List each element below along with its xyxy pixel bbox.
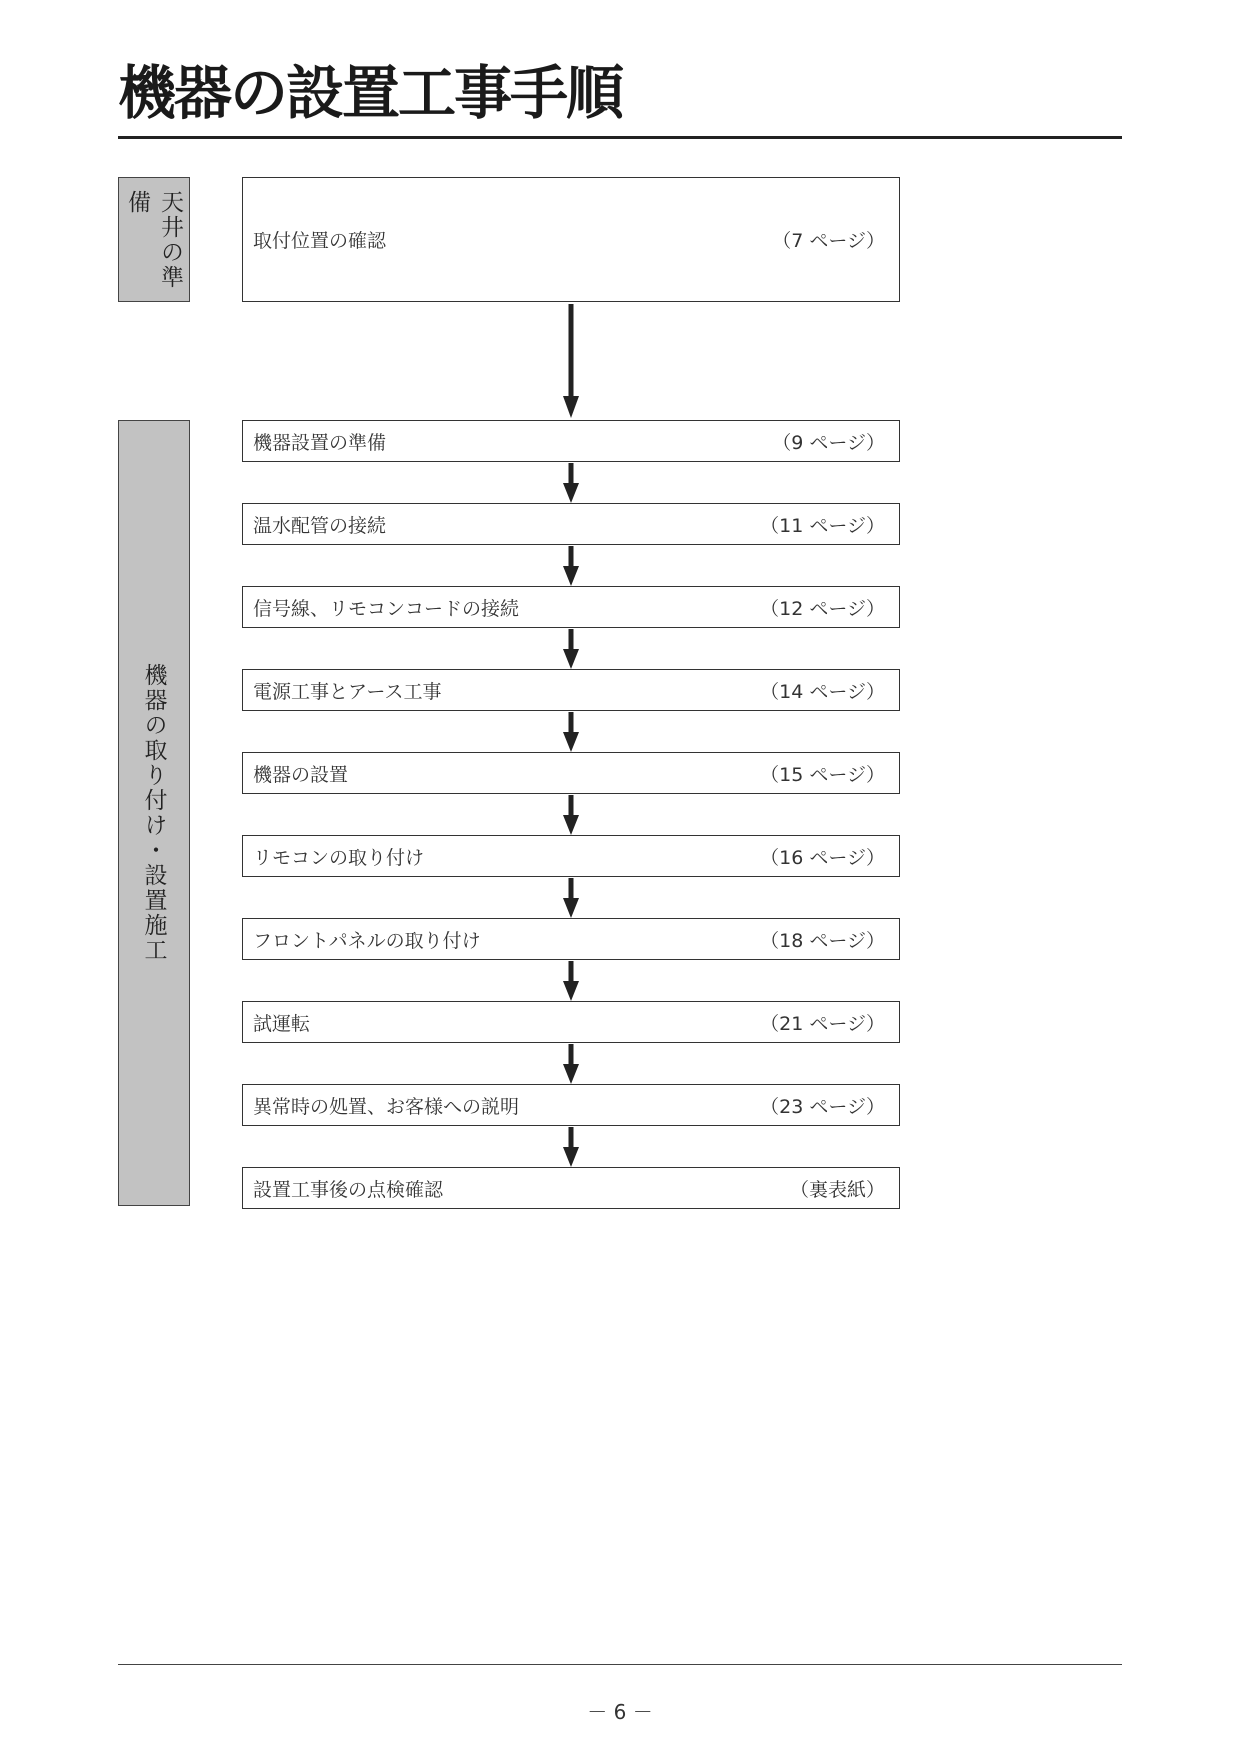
flow-arrow-icon	[563, 463, 579, 503]
step-page-ref: （裏表紙）	[789, 1178, 885, 1201]
step-label: 試運転	[253, 1012, 311, 1035]
flow-arrow-icon	[563, 878, 579, 918]
step-equipment-prep	[242, 420, 900, 462]
step-install-position-check	[242, 177, 900, 302]
step-label: リモコンの取り付け	[253, 846, 425, 869]
step-signal-wire-connection	[242, 586, 900, 628]
step-page-ref: （23 ページ）	[760, 1095, 885, 1118]
step-page-ref: （16 ページ）	[760, 846, 885, 869]
step-label: 取付位置の確認	[253, 230, 387, 252]
step-page-ref: （21 ページ）	[760, 1012, 885, 1035]
flow-arrow-icon	[563, 795, 579, 835]
step-label: 異常時の処置、お客様への説明	[253, 1095, 520, 1118]
step-remote-control-mounting	[242, 835, 900, 877]
step-label: 電源工事とアース工事	[253, 680, 442, 703]
page-number: － 6 －	[587, 1700, 653, 1724]
step-label: フロントパネルの取り付け	[253, 929, 481, 952]
footer-divider	[118, 1664, 1122, 1665]
title-divider	[118, 136, 1122, 139]
step-page-ref: （18 ページ）	[760, 929, 885, 952]
step-page-ref: （12 ページ）	[760, 597, 885, 620]
flow-arrow-icon	[563, 629, 579, 669]
step-page-ref: （14 ページ）	[760, 680, 885, 703]
flow-arrow-icon	[563, 961, 579, 1001]
flow-arrow-icon	[563, 304, 579, 418]
step-page-ref: （7 ページ）	[772, 230, 885, 252]
step-page-ref: （9 ページ）	[772, 431, 885, 454]
step-label: 機器の設置	[253, 763, 349, 786]
step-label: 設置工事後の点検確認	[253, 1178, 444, 1201]
step-front-panel-mounting	[242, 918, 900, 960]
step-label: 信号線、リモコンコードの接続	[253, 597, 520, 620]
section-label-installation: 機器の取り付け・設置施工	[118, 420, 190, 1206]
flow-arrow-icon	[563, 1044, 579, 1084]
page-title: 機器の設置工事手順	[118, 59, 623, 127]
section-label-ceiling-prep: 天井の準備	[118, 177, 190, 302]
step-label: 温水配管の接続	[253, 514, 387, 537]
flow-arrow-icon	[563, 546, 579, 586]
flow-arrow-icon	[563, 712, 579, 752]
step-test-run	[242, 1001, 900, 1043]
step-label: 機器設置の準備	[253, 431, 387, 454]
step-equipment-installation	[242, 752, 900, 794]
step-hot-water-piping	[242, 503, 900, 545]
step-page-ref: （15 ページ）	[760, 763, 885, 786]
step-troubleshooting-explanation	[242, 1084, 900, 1126]
step-post-install-inspection	[242, 1167, 900, 1209]
step-page-ref: （11 ページ）	[760, 514, 885, 537]
flow-arrow-icon	[563, 1127, 579, 1167]
step-power-and-ground-work	[242, 669, 900, 711]
